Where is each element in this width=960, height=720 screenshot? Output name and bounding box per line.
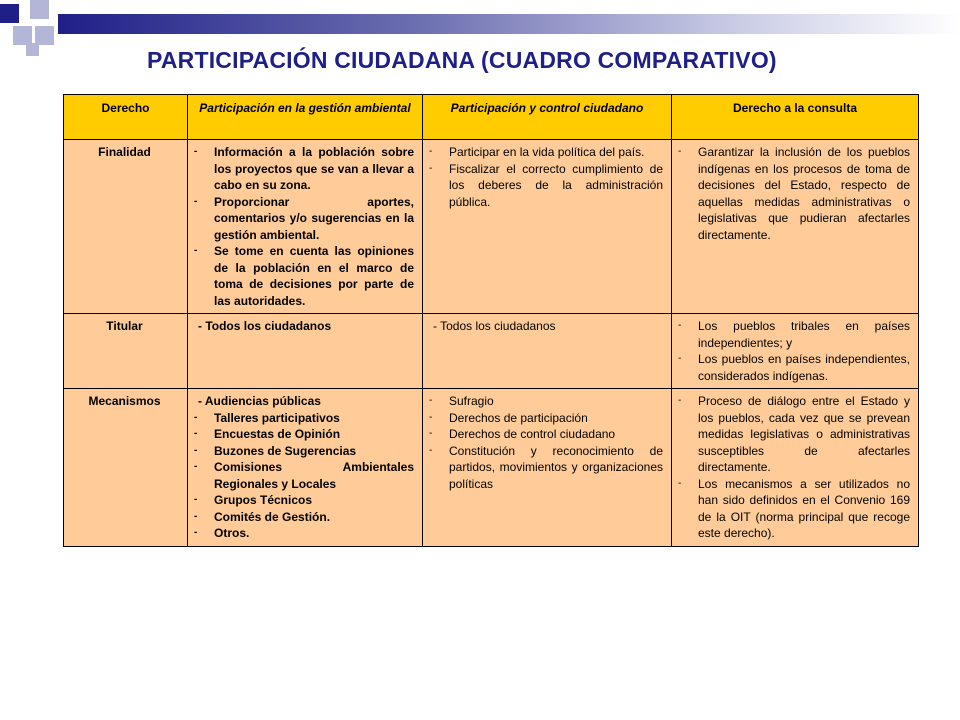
list-item: - Información a la población sobre los proyectos que se van a llevar a cabo en su zona.: [194, 144, 414, 194]
list-item: - Encuestas de Opinión: [194, 426, 414, 443]
header-derecho: Derecho: [64, 95, 188, 140]
header-gradient-bar: [58, 14, 960, 34]
table-row-mecanismos: [64, 389, 919, 547]
list-item: - Proceso de diálogo entre el Estado y los pueblos, cada vez que se prevean medidas legislativas o administrativas susceptibles de afectarles directamente.: [678, 393, 910, 476]
decor-square: [0, 4, 19, 23]
cell-gestion: [188, 389, 423, 547]
list-item: - Garantizar la inclusión de los pueblos indígenas en los procesos de toma de decisiones del Estado, respecto de aquellas medidas administrativas o legislativas que pudieran afectarles directamente.: [678, 144, 910, 243]
header-gestion-ambiental: Participación en la gestión ambiental: [188, 95, 423, 140]
list-item: - Buzones de Sugerencias: [194, 443, 414, 460]
list-item: - Comisiones Ambientales Regionales y Locales: [194, 459, 414, 492]
header-control-ciudadano: Participación y control ciudadano: [423, 95, 672, 140]
page-title: PARTICIPACIÓN CIUDADANA (CUADRO COMPARATIVO): [147, 47, 777, 73]
table-row-titular: [64, 314, 919, 389]
list-item: - Participar en la vida política del país.: [429, 144, 663, 161]
comparison-table: [63, 94, 919, 547]
cell-consulta: [672, 140, 919, 314]
header-row: [64, 95, 919, 140]
list-item: - Los pueblos en países independientes, considerados indígenas.: [678, 351, 910, 384]
list-item: - Derechos de control ciudadano: [429, 426, 663, 443]
row-label: Mecanismos: [64, 389, 188, 547]
list-item: - Sufragio: [429, 393, 663, 410]
cell-control: [423, 314, 672, 389]
list-item: - Proporcionar aportes, comentarios y/o sugerencias en la gestión ambiental.: [194, 194, 414, 244]
list-item: - Constitución y reconocimiento de partidos, movimientos y organizaciones políticas: [429, 443, 663, 493]
cell-text: - Todos los ciudadanos: [198, 319, 332, 333]
list-item: - Grupos Técnicos: [194, 492, 414, 509]
cell-control: [423, 140, 672, 314]
header-consulta: Derecho a la consulta: [672, 95, 919, 140]
list-item: - Otros.: [194, 525, 414, 542]
cell-control: [423, 389, 672, 547]
row-label: Finalidad: [64, 140, 188, 314]
table-row-finalidad: [64, 140, 919, 314]
cell-text: - Todos los ciudadanos: [433, 319, 556, 333]
list-item: - Los pueblos tribales en países independientes; y: [678, 318, 910, 351]
list-item: - Comités de Gestión.: [194, 509, 414, 526]
decor-square: [26, 43, 39, 56]
cell-consulta: [672, 389, 919, 547]
list-item: - Derechos de participación: [429, 410, 663, 427]
row-label: Titular: [64, 314, 188, 389]
cell-text: - Audiencias públicas: [198, 394, 321, 408]
decor-square: [30, 0, 49, 19]
cell-gestion: [188, 314, 423, 389]
list-item: - Fiscalizar el correcto cumplimiento de los deberes de la administración pública.: [429, 161, 663, 211]
list-item: - Los mecanismos a ser utilizados no han sido definidos en el Convenio 169 de la OIT (norma principal que recoge este derecho).: [678, 476, 910, 542]
list-item: - Se tome en cuenta las opiniones de la población en el marco de toma de decisiones por parte de las autoridades.: [194, 243, 414, 309]
cell-consulta: [672, 314, 919, 389]
list-item: - Talleres participativos: [194, 410, 414, 427]
cell-gestion: [188, 140, 423, 314]
